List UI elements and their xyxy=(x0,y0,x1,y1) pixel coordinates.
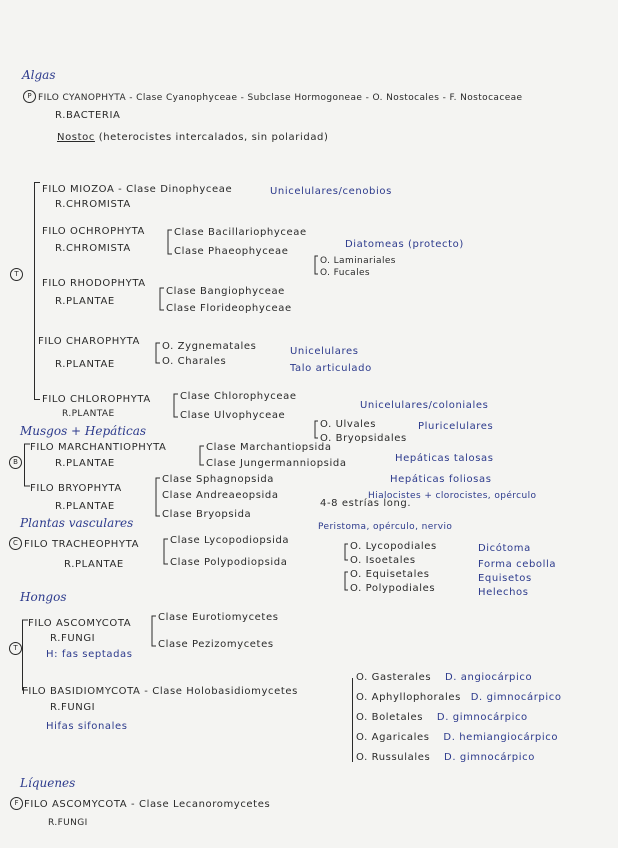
marchantiophyta-clase2: Clase Jungermanniopsida xyxy=(206,458,347,469)
tracheophyta-filo: FILO TRACHEOPHYTA xyxy=(24,539,140,550)
charophyta-desc2: Talo articulado xyxy=(290,363,372,374)
bryophyta-reino: R.PLANTAE xyxy=(55,501,115,512)
liquenes-filo: FILO ASCOMYCOTA - Clase Lecanoromycetes xyxy=(24,799,271,810)
marchantiophyta-desc2: Hepáticas foliosas xyxy=(390,474,492,485)
bryophyta-clase1: Clase Sphagnopsida xyxy=(162,474,275,485)
ochrophyta-reino: R.CHROMISTA xyxy=(55,243,131,254)
tracheophyta-clase1: Clase Lycopodiopsida xyxy=(170,535,290,546)
tracheophyta-desc1: Dicótoma xyxy=(478,543,531,554)
tracheophyta-orden2: O. Isoetales xyxy=(350,555,416,566)
orden-russulales-desc: D. gimnocárpico xyxy=(444,752,535,763)
ascomycota-hifas: H: fas septadas xyxy=(46,649,133,660)
bryophyta-clase3: Clase Bryopsida xyxy=(162,509,252,520)
orden-aphyllophorales-desc: D. gimnocárpico xyxy=(470,692,562,703)
nostoc-term: Nostoc xyxy=(57,132,95,143)
marchantiophyta-reino: R.PLANTAE xyxy=(55,458,115,469)
ascomycota-filo: FILO ASCOMYCOTA xyxy=(28,618,132,629)
tracheophyta-orden3: O. Equisetales xyxy=(350,569,430,580)
marchantiophyta-clase1: Clase Marchantiopsida xyxy=(206,442,332,453)
orden-russulales: O. Russulales xyxy=(356,752,431,763)
orden-boletales-desc: D. gimnocárpico xyxy=(436,712,528,723)
ochrophyta-orden2: O. Fucales xyxy=(320,268,371,278)
orden-boletales: O. Boletales xyxy=(356,712,424,723)
marker-c: C xyxy=(9,537,22,550)
bryophyta-filo: FILO BRYOPHYTA xyxy=(30,483,122,494)
marker-f: F xyxy=(10,797,23,810)
marchantiophyta-filo: FILO MARCHANTIOPHYTA xyxy=(30,442,167,453)
bryophyta-clase2: Clase Andreaeopsida xyxy=(162,490,279,501)
basidiomycota-filo: FILO BASIDIOMYCOTA - Clase Holobasidiomycetes xyxy=(22,686,298,697)
tracheophyta-desc2: Forma cebolla xyxy=(478,559,557,570)
orden-agaricales-desc: D. hemiangiocárpico xyxy=(443,732,559,743)
rhodophyta-clase2: Clase Florideophyceae xyxy=(166,303,292,314)
tracheophyta-reino: R.PLANTAE xyxy=(64,559,124,570)
tracheophyta-desc3: Equisetos xyxy=(478,573,532,584)
orden-aphyllophorales: O. Aphyllophorales xyxy=(356,692,461,703)
chlorophyta-orden2: O. Bryopsidales xyxy=(320,433,407,444)
section-title-musgos: Musgos + Hepáticas xyxy=(20,424,147,438)
charophyta-filo: FILO CHAROPHYTA xyxy=(38,336,140,347)
section-title-algas: Algas xyxy=(22,68,56,82)
marker-t: T xyxy=(10,268,23,281)
basidiomycota-hifas: Hifas sifonales xyxy=(46,721,128,732)
cyanophyta-line: FILO CYANOPHYTA - Clase Cyanophyceae - Subclase Hormogoneae - O. Nostocales - F. Nostocaceae xyxy=(38,93,523,103)
ochrophyta-filo: FILO OCHROPHYTA xyxy=(42,226,145,237)
marker-p: P xyxy=(23,90,36,103)
ochrophyta-desc1: Diatomeas (protecto) xyxy=(345,239,464,250)
chlorophyta-filo: FILO CHLOROPHYTA xyxy=(42,394,151,405)
charophyta-orden1: O. Zygnematales xyxy=(162,341,257,352)
ochrophyta-orden1: O. Laminariales xyxy=(320,256,396,266)
tracheophyta-clase2: Clase Polypodiopsida xyxy=(170,557,288,568)
tracheophyta-desc4: Helechos xyxy=(478,587,529,598)
orden-gasterales: O. Gasterales xyxy=(356,672,432,683)
nostoc-desc: (heterocistes intercalados, sin polaridad) xyxy=(98,132,329,143)
section-title-liquenes: Líquenes xyxy=(20,776,76,790)
ascomycota-clase1: Clase Eurotiomycetes xyxy=(158,612,279,623)
rhodophyta-reino: R.PLANTAE xyxy=(55,296,115,307)
ochrophyta-clase2: Clase Phaeophyceae xyxy=(174,246,289,257)
marker-b: B xyxy=(9,456,22,469)
chlorophyta-desc1: Unicelulares/coloniales xyxy=(360,400,489,411)
orden-agaricales: O. Agaricales xyxy=(356,732,430,743)
charophyta-desc1: Unicelulares xyxy=(290,346,359,357)
chlorophyta-desc2: Pluricelulares xyxy=(418,421,494,432)
chlorophyta-reino: R.PLANTAE xyxy=(62,409,115,419)
miozoa-reino: R.CHROMISTA xyxy=(55,199,131,210)
marchantiophyta-desc1: Hepáticas talosas xyxy=(395,453,494,464)
reino-bacteria: R.BACTERIA xyxy=(55,110,121,121)
miozoa-desc: Unicelulares/cenobios xyxy=(270,186,392,197)
tracheophyta-orden1: O. Lycopodiales xyxy=(350,541,437,552)
marker-t2: T xyxy=(9,642,22,655)
charophyta-orden2: O. Charales xyxy=(162,356,227,367)
rhodophyta-clase1: Clase Bangiophyceae xyxy=(166,286,285,297)
tracheophyta-orden4: O. Polypodiales xyxy=(350,583,436,594)
charophyta-reino: R.PLANTAE xyxy=(55,359,115,370)
rhodophyta-filo: FILO RHODOPHYTA xyxy=(42,278,146,289)
orden-gasterales-desc: D. angiocárpico xyxy=(444,672,533,683)
chlorophyta-clase1: Clase Chlorophyceae xyxy=(180,391,297,402)
miozoa-filo: FILO MIOZOA - Clase Dinophyceae xyxy=(42,184,233,195)
chlorophyta-clase2: Clase Ulvophyceae xyxy=(180,410,286,421)
bryophyta-desc3: Peristoma, opérculo, nervio xyxy=(318,522,453,532)
liquenes-reino: R.FUNGI xyxy=(48,818,88,828)
ascomycota-clase2: Clase Pezizomycetes xyxy=(158,639,274,650)
section-title-hongos: Hongos xyxy=(20,590,67,604)
bryophyta-desc2: 4-8 estrías long. xyxy=(320,498,412,509)
bryophyta-desc1: Hialocistes + clorocistes, opérculo xyxy=(368,491,537,501)
basidiomycota-reino: R.FUNGI xyxy=(50,702,96,713)
ascomycota-reino: R.FUNGI xyxy=(50,633,96,644)
chlorophyta-orden1: O. Ulvales xyxy=(320,419,377,430)
section-title-plantas: Plantas vasculares xyxy=(20,516,134,530)
ochrophyta-clase1: Clase Bacillariophyceae xyxy=(174,227,307,238)
